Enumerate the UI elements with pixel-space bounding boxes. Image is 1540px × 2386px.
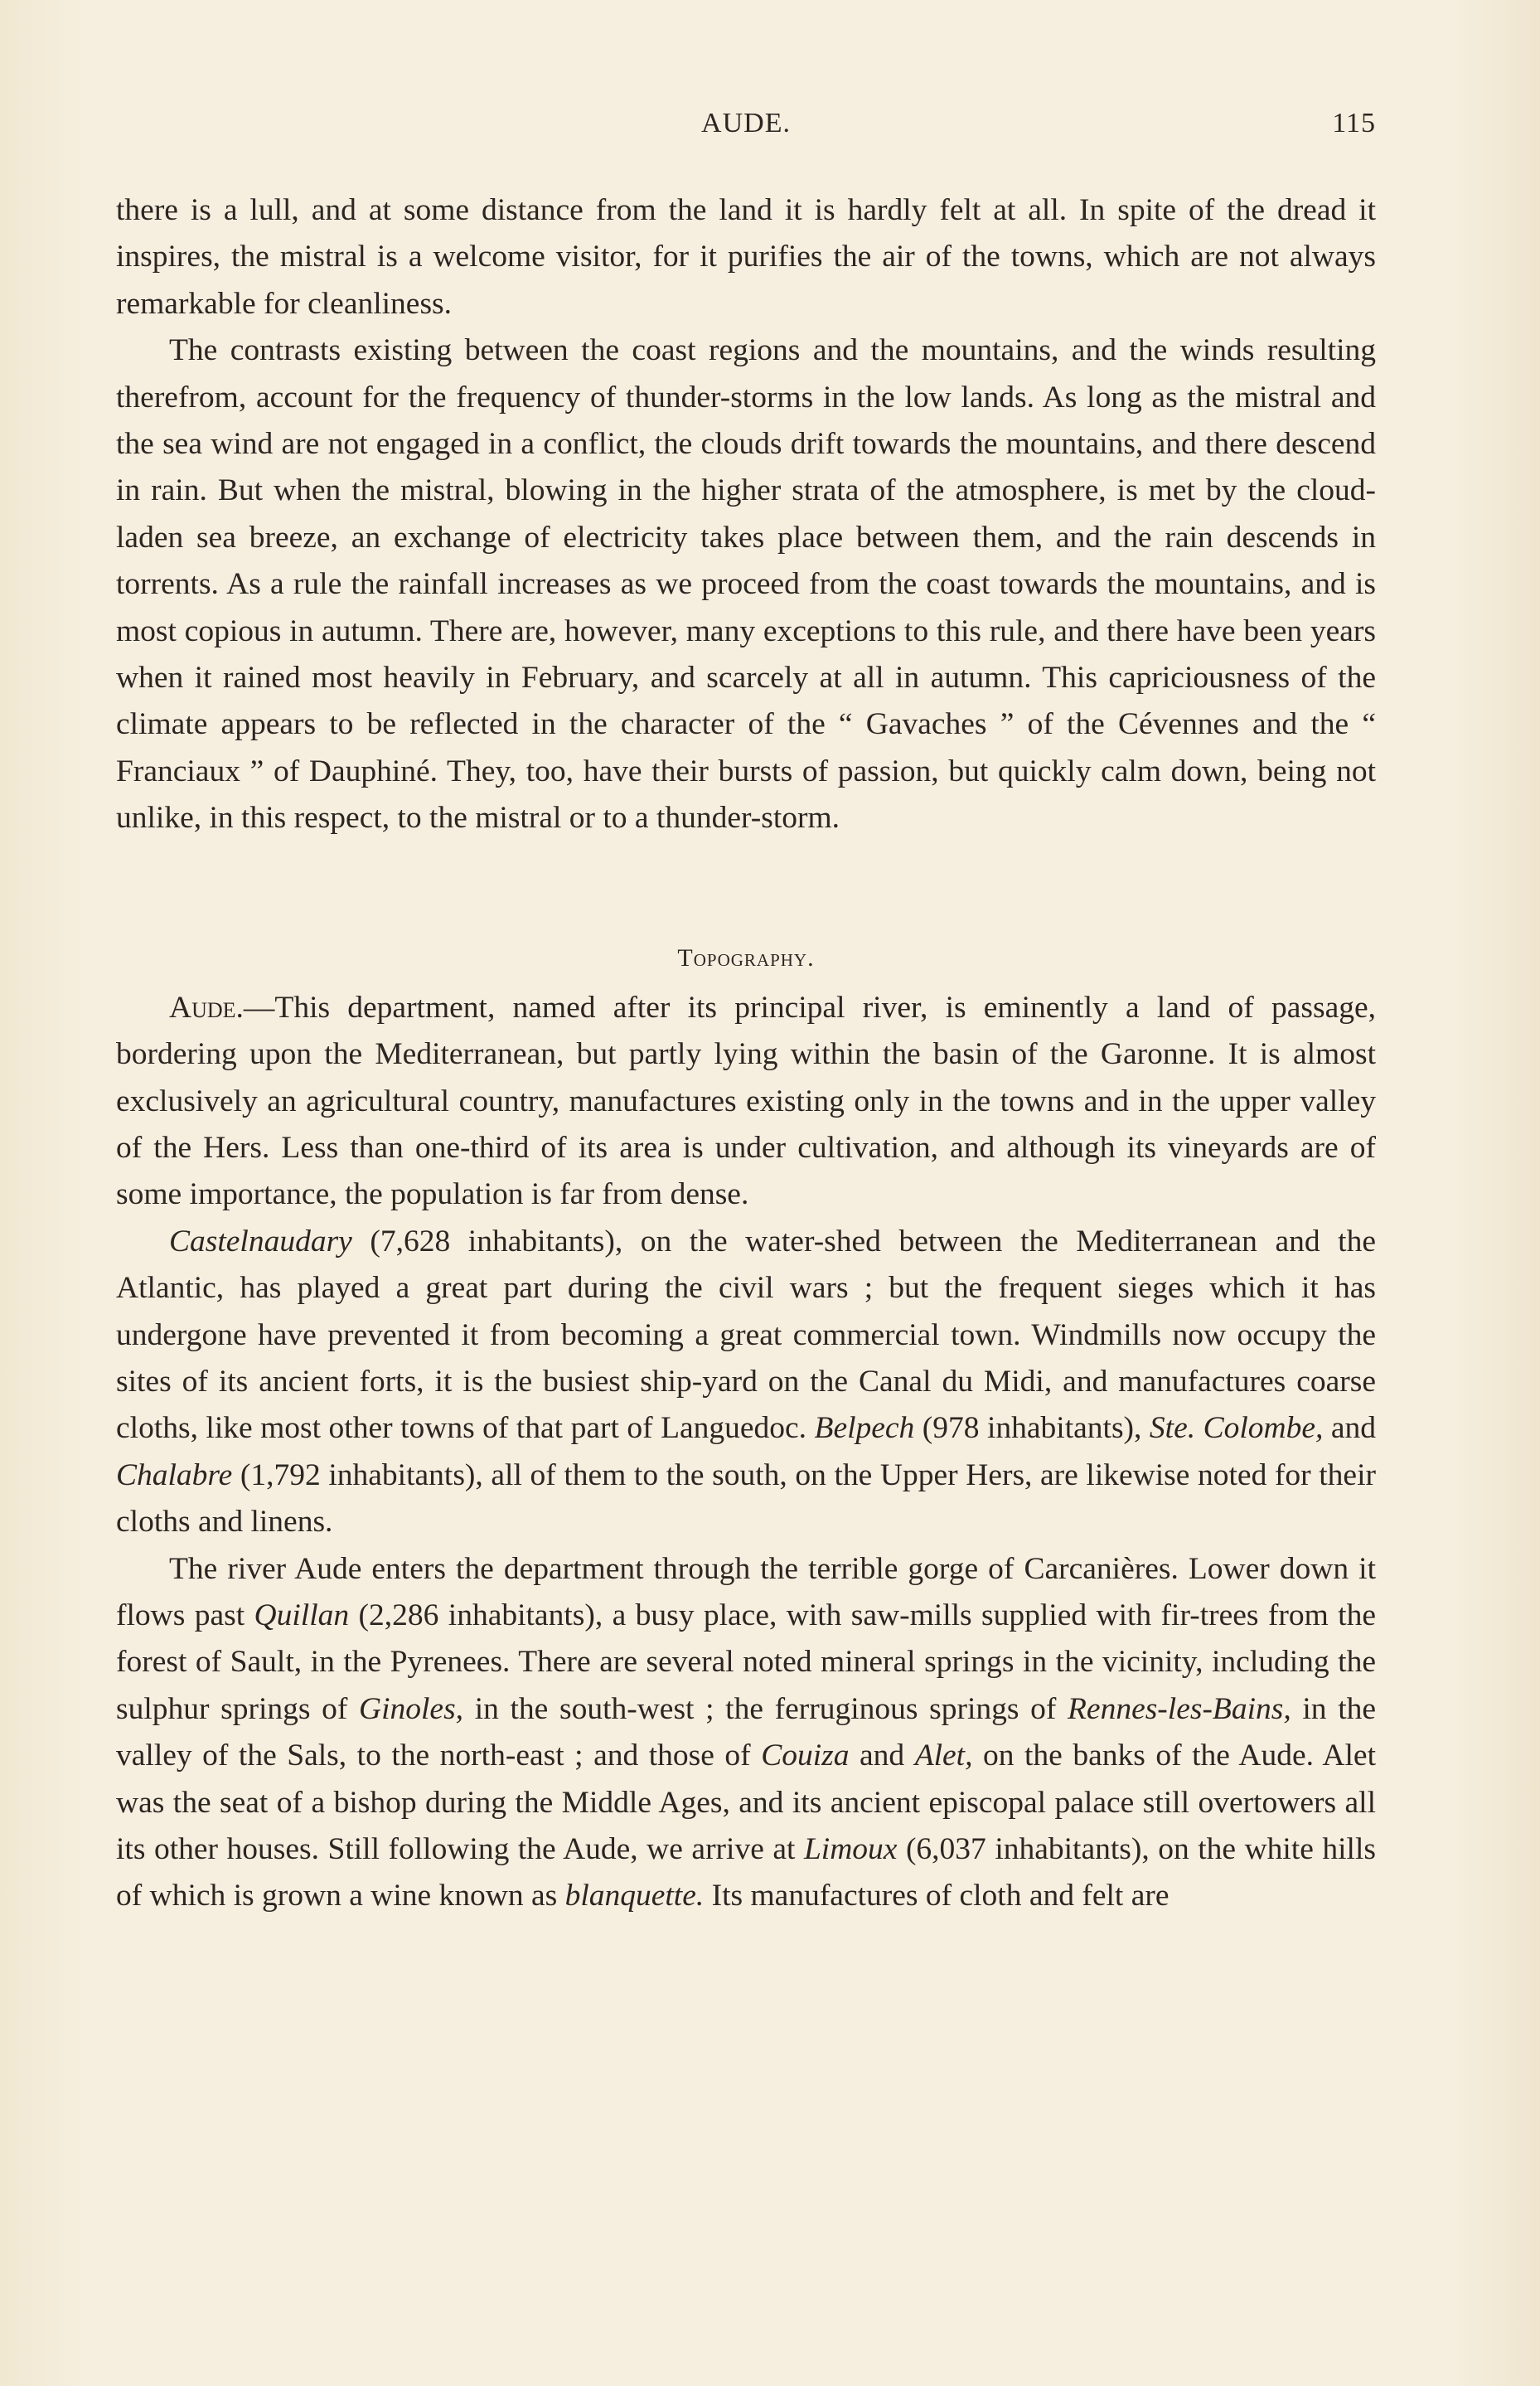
paragraph-mistral: there is a lull, and at some distance from the land it is hardly felt at all. In spite of the dread it inspires, the mistral is a welcome visitor, for it purifies the air of the towns, which are not always remarkable for cleanliness. (116, 193, 1376, 321)
text-run: in the south-west ; the ferruginous springs of (463, 1691, 1068, 1726)
text-run: and (849, 1739, 915, 1773)
text-run: (1,792 inhabitants), all of them to the south, on the Upper Hers, are likewise noted for their cloths and linens. (116, 1457, 1376, 1540)
text-run: The river Aude enters the department through the terrible gorge of Carcanières. Lower down it flows past (116, 1551, 1376, 1632)
wine-blanquette: blanquette. (564, 1879, 705, 1913)
place-couiza: Couiza (761, 1739, 850, 1773)
place-castelnaudary: Castelnaudary (169, 1224, 352, 1258)
text-run: on the banks of the Aude. Alet was the seat of a bishop during the Middle Ages, and its ancient episcopal palace still overtowers all its other houses. Still following the Aude, we arrive at (116, 1739, 1376, 1866)
aude-lead: Aude. (169, 990, 244, 1025)
text-run: in the valley of the Sals, to the north-east ; and those of (116, 1691, 1377, 1773)
paragraph-aude (116, 985, 1376, 1219)
page-number: 115 (1332, 108, 1376, 138)
place-rennes-les-bains: Rennes-les-Bains, (1068, 1691, 1291, 1726)
running-head (116, 108, 1376, 158)
place-ste-colombe: Ste. Colombe, (1149, 1411, 1324, 1446)
text-run: (2,286 inhabitants), a busy place, with saw-mills supplied with fir-trees from the forest of Sault, in the Pyrenees. There are several noted mineral springs in the vicinity, including the sulphur springs of (116, 1598, 1376, 1726)
paragraph-river-aude (116, 1546, 1376, 1920)
text-run: (7,628 inhabitants), on the water-shed between the Mediterranean and the Atlantic, has played a great part during the civil wars ; but the frequent sieges which it has undergone have prevented it from becoming a great commercial town. Windmills now occupy the sites of its ancient forts, it is the busiest ship-yard on the Canal du Midi, and manufactures coarse cloths, like most other towns of that part of Languedoc. (116, 1224, 1376, 1446)
place-quillan: Quillan (254, 1598, 350, 1632)
text-run: and (1323, 1411, 1376, 1446)
section-heading: Topography. (677, 943, 815, 972)
running-title: AUDE. (701, 108, 791, 138)
place-chalabre: Chalabre (116, 1457, 233, 1492)
place-ginoles: Ginoles, (359, 1691, 464, 1726)
text-run: (6,037 inhabitants), on the white hills of which is grown a wine known as (116, 1832, 1376, 1913)
paragraph-thunderstorms: The contrasts existing between the coast regions and the mountains, and the winds resulting therefrom, account for the frequency of thunder-storms in the low lands. As long as the mistral and the sea wind are not engaged in a conflict, the clouds drift towards the mountains, and there descend in rain. But when the mistral, blowing in the higher strata of the atmosphere, is met by the cloud-laden sea breeze, an exchange of electricity takes place between them, and the rain descends in torrents. As a rule the rainfall increases as we proceed from the coast towards the mountains, and is most copious in autumn. There are, however, many exceptions to this rule, and there have been years when it rained most heavily in February, and scarcely at all in autumn. This capriciousness of the climate appears to be reflected in the character of the “ Gavaches ” of the Cévennes and the “ Franciaux ” of Dauphiné. They, too, have their bursts of passion, but quickly calm down, being not unlike, in this respect, to the mistral or to a thunder-storm. (116, 333, 1376, 836)
paragraph-castelnaudary (116, 1219, 1376, 1546)
place-alet: Alet, (914, 1739, 973, 1773)
body-text (116, 187, 1376, 1920)
place-limoux: Limoux (803, 1832, 898, 1866)
aude-text: —This department, named after its principal river, is eminently a land of passage, bordering upon the Mediterranean, but partly lying within the basin of the Garonne. It is almost exclusively an agricultural country, manufactures existing only in the towns and in the upper valley of the Hers. Less than one-third of its area is under cultivation, and although its vineyards are of some importance, the population is far from dense. (116, 990, 1376, 1212)
place-belpech: Belpech (814, 1411, 915, 1446)
text-run: Its manufactures of cloth and felt are (704, 1879, 1170, 1913)
text-run: (978 inhabitants), (914, 1411, 1150, 1446)
